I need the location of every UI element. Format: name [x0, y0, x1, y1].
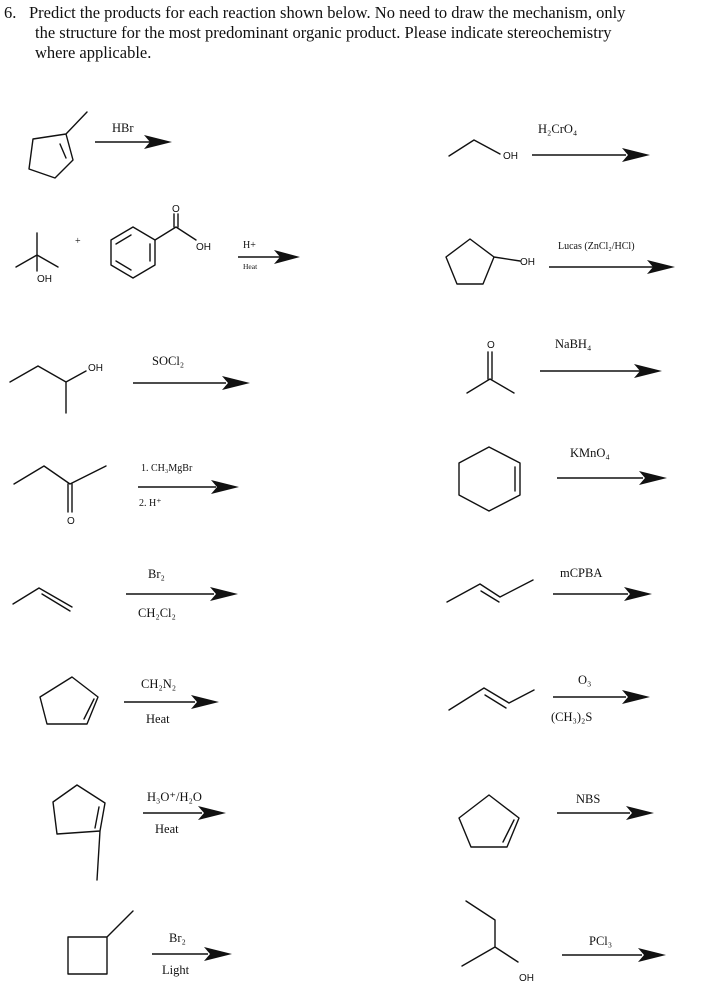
reagent-label: HBr — [112, 121, 134, 135]
reagent-label: mCPBA — [560, 566, 603, 580]
solvent-label: CH₂Cl₂ — [138, 606, 176, 620]
reagent-label: NaBH₄ — [555, 337, 592, 351]
substrate-1-methylcyclopentene — [29, 112, 87, 178]
substrate-2-butene — [447, 580, 533, 602]
oh-label: OH — [519, 973, 534, 984]
reaction-8 — [459, 446, 667, 511]
reaction-arrow — [143, 806, 226, 820]
oh-label: OH — [503, 151, 518, 162]
substrate-tert-butanol — [16, 233, 58, 285]
oh-label: OH — [37, 274, 52, 285]
substrate-butan-2-one — [14, 466, 106, 527]
reaction-12 — [449, 673, 650, 724]
substrate-cyclopentylmethanol — [446, 239, 535, 284]
reaction-9 — [13, 567, 238, 620]
reagent-label: Br₂ — [169, 931, 186, 945]
reaction-11 — [40, 677, 219, 726]
reagent-label: Lucas (ZnCl₂/HCl) — [558, 241, 635, 252]
reaction-arrow — [133, 376, 250, 390]
reaction-10 — [447, 566, 652, 602]
reagent-label: H₃O⁺/H₂O — [147, 790, 202, 804]
reagent-label: NBS — [576, 792, 601, 806]
reagent-label: CH₂N₂ — [141, 677, 177, 691]
step-2-label: 2. H⁺ — [139, 498, 162, 509]
reagent-label: H₂CrO₄ — [538, 122, 578, 136]
oh-label: OH — [196, 242, 211, 253]
substrate-cyclohexene — [459, 447, 520, 511]
reaction-6 — [467, 337, 662, 393]
substrate-cyclopentene — [40, 677, 98, 724]
reaction-15 — [68, 911, 232, 977]
step-1-label: 1. CH₃MgBr — [141, 463, 193, 474]
substrate-butan-2-ol — [462, 901, 534, 984]
reaction-arrow — [562, 948, 666, 962]
reaction-arrow — [549, 260, 675, 274]
reaction-arrow — [540, 364, 662, 378]
reaction-arrow — [95, 135, 172, 149]
reaction-arrow — [152, 947, 232, 961]
question-line-2: the structure for the most predominant organic product. Please indicate stereochemistry — [35, 23, 612, 42]
reaction-arrow — [553, 587, 652, 601]
reaction-arrow — [124, 695, 219, 709]
workup-label: (CH₃)₂S — [551, 710, 593, 724]
substrate-ethanol — [449, 140, 518, 162]
oh-label: OH — [88, 363, 103, 374]
reagent-label: Br₂ — [148, 567, 165, 581]
o-label: O — [172, 204, 180, 215]
plus-sign: + — [75, 236, 81, 247]
question-line-3: where applicable. — [35, 43, 152, 62]
reaction-16 — [462, 901, 666, 984]
condition-label: Heat — [155, 822, 179, 836]
substrate-benzoic-acid — [111, 204, 211, 278]
reaction-4 — [446, 239, 675, 284]
reaction-13 — [53, 785, 226, 880]
substrate-2-butene — [449, 688, 534, 710]
substrate-1-methylcyclopentene — [53, 785, 105, 880]
o-label: O — [487, 340, 495, 351]
question-number: 6. — [4, 3, 17, 22]
substrate-butan-2-ol — [10, 363, 103, 413]
reagent-label: PCl₃ — [589, 934, 613, 948]
substrate-methylcyclobutane — [68, 911, 133, 974]
reaction-arrow — [557, 471, 667, 485]
reaction-2 — [449, 122, 650, 162]
reagent-label: KMnO₄ — [570, 446, 610, 460]
reaction-1 — [29, 112, 172, 178]
condition-label: Heat — [146, 712, 170, 726]
o-label: O — [67, 516, 75, 527]
reaction-arrow — [532, 148, 650, 162]
reaction-7 — [14, 463, 239, 527]
reaction-arrow — [138, 480, 239, 494]
question-line-1: Predict the products for each reaction shown below. No need to draw the mechanism, only — [29, 3, 626, 22]
reagent-label: SOCl₂ — [152, 354, 185, 368]
reaction-3 — [16, 204, 300, 285]
substrate-cyclopentene — [459, 795, 519, 847]
oh-label: OH — [520, 257, 535, 268]
reaction-arrow — [557, 806, 654, 820]
condition-label: Light — [162, 963, 190, 977]
reaction-14 — [459, 792, 654, 847]
condition-label: Heat — [243, 262, 258, 271]
reaction-5 — [10, 354, 250, 413]
substrate-propene — [13, 588, 72, 611]
reagent-label: O₃ — [578, 673, 592, 687]
substrate-acetone — [467, 340, 514, 393]
reaction-arrow — [126, 587, 238, 601]
reaction-arrow — [553, 690, 650, 704]
reagent-label: H+ — [243, 240, 256, 251]
